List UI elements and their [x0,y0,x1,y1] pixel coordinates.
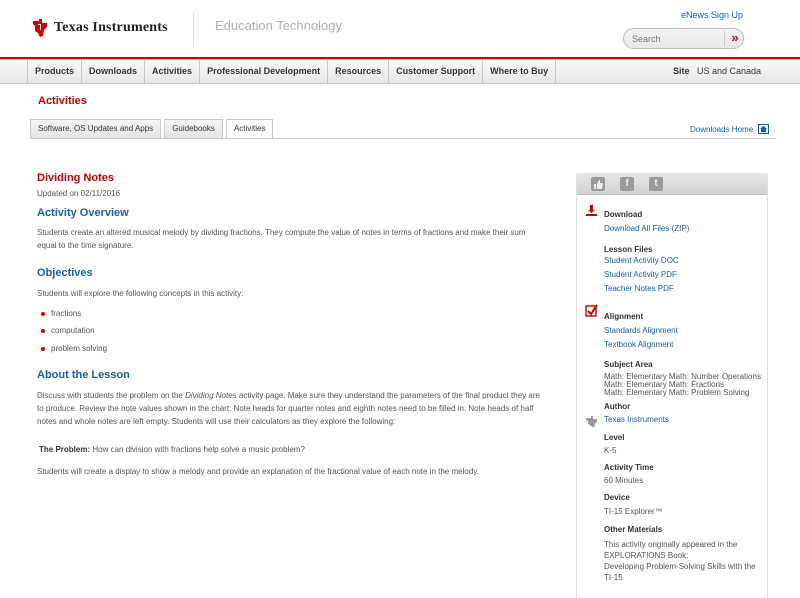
problem-label: The Problem: [39,445,91,454]
download-icon [585,204,598,217]
objective-text: computation [51,326,95,335]
nav-item-customer-support[interactable]: Customer Support [389,60,483,83]
search-go-button[interactable]: » [731,30,739,45]
activity-sidebar [576,173,768,598]
tab-software[interactable]: Software, OS Updates and Apps [30,119,161,138]
brand-name: Texas Instruments [54,20,168,35]
search-input[interactable] [632,32,717,46]
nav-item-downloads[interactable]: Downloads [82,60,145,83]
device-heading: Device [604,493,630,502]
tabs-underline [30,138,775,139]
download-heading: Download [604,210,643,219]
subject-item: Math: Elementary Math: Fractions [604,380,725,389]
bullet-dot [41,312,45,316]
list-item [41,344,107,353]
downloads-home-link[interactable] [690,124,769,134]
site-label: Site [673,66,690,76]
main-nav [0,59,800,84]
about-text-part: activity page. Make sure they understand the parameters of the final product they are to produce. Review the note values shown in the chart. Note heads for quarter notes and eighth notes need to be filled in. Note heads of half notes and whole notes are left empty. Students will use their calculators as they explore the following: [37,391,540,426]
list-item [41,326,95,335]
facebook-icon[interactable]: f [620,177,634,191]
activity-time-heading: Activity Time [604,463,654,472]
level-value: K-5 [604,446,617,455]
overview-text: Students create an altered musical melody by dividing fractions. They compute the value of notes in terms of fractions and make their sum equal to the time signature. [37,228,526,250]
author-link[interactable]: Texas Instruments [604,415,669,424]
share-bar [577,173,767,195]
about-text-2: Students will create a display to show a melody and provide an explanation of the fractional value of each note in the melody. [37,467,479,476]
ti-logo-icon [32,18,48,38]
section-name: Education Technology [215,18,342,33]
site-selector[interactable]: US and Canada [697,66,762,76]
header-divider [193,12,194,46]
page-title: Activities [38,95,87,107]
activity-title: Dividing Notes [37,172,115,184]
nav-item-professional-development[interactable]: Professional Development [200,60,328,83]
nav-item-activities[interactable]: Activities [145,60,200,83]
about-text [37,389,542,428]
level-heading: Level [604,433,625,442]
subject-item: Math: Elementary Math: Number Operations [604,372,761,381]
objectives-heading: Objectives [37,267,93,279]
download-all-link[interactable]: Download All Files (ZIP) [604,224,690,233]
about-heading: About the Lesson [37,369,130,381]
other-materials-line: Developing Problem-Solving Skills with the [604,562,756,571]
other-materials-line: This activity originally appeared in the [604,540,738,549]
problem-text: How can division with fractions help solve a music problem? [90,445,305,454]
alignment-heading: Alignment [604,312,644,321]
activity-page-name: Dividing Notes [185,391,237,400]
other-materials-line: TI-15 [604,573,623,582]
activity-time-value: 60 Minutes [604,476,644,485]
site-header [0,0,800,58]
bullet-dot [41,329,45,333]
author-heading: Author [604,402,631,411]
objective-text: problem solving [51,344,108,353]
downloads-home-label: Downloads Home [690,124,754,134]
subject-item: Math: Elementary Math: Problem Solving [604,388,750,397]
teacher-notes-pdf-link[interactable]: Teacher Notes PDF [604,284,674,293]
overview-heading: Activity Overview [37,207,129,219]
objectives-intro: Students will explore the following concepts in this activity: [37,289,244,298]
standards-alignment-link[interactable]: Standards Alignment [604,326,678,335]
other-materials-heading: Other Materials [604,525,663,534]
objective-text: fractions [51,309,82,318]
home-icon [758,124,769,134]
twitter-icon[interactable]: t [649,177,663,191]
tab-guidebooks[interactable]: Guidebooks [164,119,223,138]
ti-author-icon [585,415,598,428]
checkbox-icon [585,304,598,317]
like-icon[interactable] [591,177,605,191]
device-value: TI-15 Explorer™ [604,507,663,516]
subject-area-heading: Subject Area [604,360,653,369]
student-activity-pdf-link[interactable]: Student Activity PDF [604,270,677,279]
nav-item-resources[interactable]: Resources [328,60,389,83]
problem-statement [39,445,305,454]
list-item [41,309,81,318]
tab-activities[interactable]: Activities [226,119,274,139]
student-activity-doc-link[interactable]: Student Activity DOC [604,256,679,265]
enews-signup-link[interactable]: eNews Sign Up [680,10,743,20]
search-box [623,28,744,49]
nav-item-products[interactable]: Products [27,60,82,83]
nav-item-where-to-buy[interactable]: Where to Buy [483,60,556,83]
lesson-files-heading: Lesson Files [604,245,653,254]
about-text-part: Discuss with students the problem on the [37,391,186,400]
download-tabs [30,119,276,139]
bullet-dot [41,347,45,351]
search-divider [724,31,725,46]
other-materials-line: EXPLORATIONS Book: [604,551,689,560]
updated-date: Updated on 02/11/2016 [37,189,121,198]
textbook-alignment-link[interactable]: Textbook Alignment [604,340,674,349]
ti-logo[interactable] [32,18,168,38]
